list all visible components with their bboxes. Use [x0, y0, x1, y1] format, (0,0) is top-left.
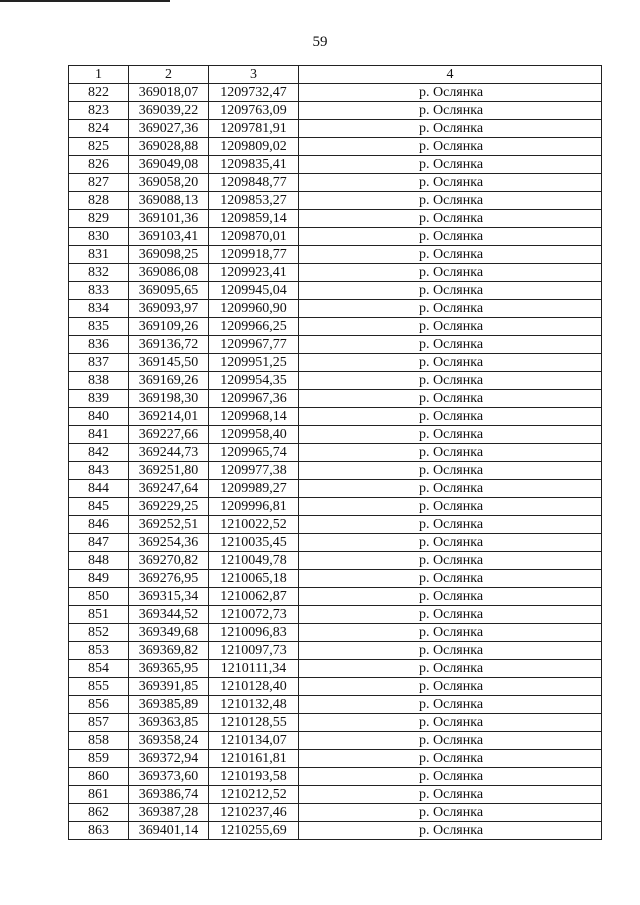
table-row: [69, 282, 602, 300]
coordinate-x-cell: 369349,68: [129, 624, 209, 642]
table-header: [69, 66, 602, 84]
coordinate-y-cell: 1209965,74: [209, 444, 299, 462]
point-number-cell: 846: [69, 516, 129, 534]
table-row: [69, 750, 602, 768]
object-name-cell: р. Ослянка: [299, 300, 602, 318]
coordinate-y-cell: 1210065,18: [209, 570, 299, 588]
point-number-cell: 857: [69, 714, 129, 732]
coordinate-y-cell: 1210161,81: [209, 750, 299, 768]
table-row: [69, 138, 602, 156]
coordinate-x-cell: 369401,14: [129, 822, 209, 840]
header-col-3: 3: [209, 66, 299, 84]
point-number-cell: 831: [69, 246, 129, 264]
point-number-cell: 830: [69, 228, 129, 246]
point-number-cell: 849: [69, 570, 129, 588]
object-name-cell: р. Ослянка: [299, 192, 602, 210]
coordinate-x-cell: 369098,25: [129, 246, 209, 264]
object-name-cell: р. Ослянка: [299, 462, 602, 480]
coordinate-x-cell: 369391,85: [129, 678, 209, 696]
coordinate-x-cell: 369018,07: [129, 84, 209, 102]
object-name-cell: р. Ослянка: [299, 264, 602, 282]
object-name-cell: р. Ослянка: [299, 822, 602, 840]
coordinate-x-cell: 369109,26: [129, 318, 209, 336]
table-row: [69, 588, 602, 606]
point-number-cell: 826: [69, 156, 129, 174]
coordinate-y-cell: 1209835,41: [209, 156, 299, 174]
coordinate-y-cell: 1209848,77: [209, 174, 299, 192]
coordinate-y-cell: 1209763,09: [209, 102, 299, 120]
coordinate-y-cell: 1210062,87: [209, 588, 299, 606]
object-name-cell: р. Ослянка: [299, 678, 602, 696]
point-number-cell: 863: [69, 822, 129, 840]
coordinate-y-cell: 1209918,77: [209, 246, 299, 264]
object-name-cell: р. Ослянка: [299, 228, 602, 246]
point-number-cell: 839: [69, 390, 129, 408]
object-name-cell: р. Ослянка: [299, 624, 602, 642]
object-name-cell: р. Ослянка: [299, 372, 602, 390]
coordinate-y-cell: 1209945,04: [209, 282, 299, 300]
point-number-cell: 838: [69, 372, 129, 390]
coordinate-x-cell: 369387,28: [129, 804, 209, 822]
table-row: [69, 642, 602, 660]
top-rule: [0, 0, 170, 2]
coordinate-y-cell: 1210072,73: [209, 606, 299, 624]
coordinate-y-cell: 1209967,36: [209, 390, 299, 408]
coordinate-x-cell: 369363,85: [129, 714, 209, 732]
point-number-cell: 825: [69, 138, 129, 156]
object-name-cell: р. Ослянка: [299, 84, 602, 102]
object-name-cell: р. Ослянка: [299, 498, 602, 516]
table-row: [69, 768, 602, 786]
object-name-cell: р. Ослянка: [299, 642, 602, 660]
table-row: [69, 192, 602, 210]
coordinate-x-cell: 369365,95: [129, 660, 209, 678]
table-row: [69, 660, 602, 678]
table-row: [69, 714, 602, 732]
object-name-cell: р. Ослянка: [299, 444, 602, 462]
table-row: [69, 120, 602, 138]
coordinate-x-cell: 369049,08: [129, 156, 209, 174]
point-number-cell: 837: [69, 354, 129, 372]
coordinate-x-cell: 369039,22: [129, 102, 209, 120]
header-row: [69, 66, 602, 84]
coordinate-y-cell: 1209958,40: [209, 426, 299, 444]
point-number-cell: 824: [69, 120, 129, 138]
coordinate-x-cell: 369169,26: [129, 372, 209, 390]
table-row: [69, 552, 602, 570]
coordinate-y-cell: 1209859,14: [209, 210, 299, 228]
coordinate-x-cell: 369229,25: [129, 498, 209, 516]
object-name-cell: р. Ослянка: [299, 570, 602, 588]
coordinate-y-cell: 1209989,27: [209, 480, 299, 498]
coordinate-x-cell: 369386,74: [129, 786, 209, 804]
table-row: [69, 246, 602, 264]
object-name-cell: р. Ослянка: [299, 246, 602, 264]
table-row: [69, 210, 602, 228]
table-row: [69, 264, 602, 282]
coordinate-y-cell: 1209870,01: [209, 228, 299, 246]
table-row: [69, 786, 602, 804]
table-row: [69, 444, 602, 462]
object-name-cell: р. Ослянка: [299, 318, 602, 336]
table-row: [69, 156, 602, 174]
table-row: [69, 318, 602, 336]
point-number-cell: 833: [69, 282, 129, 300]
coordinate-y-cell: 1209967,77: [209, 336, 299, 354]
coordinate-x-cell: 369373,60: [129, 768, 209, 786]
table-row: [69, 300, 602, 318]
coordinate-y-cell: 1209996,81: [209, 498, 299, 516]
point-number-cell: 856: [69, 696, 129, 714]
point-number-cell: 853: [69, 642, 129, 660]
object-name-cell: р. Ослянка: [299, 138, 602, 156]
point-number-cell: 848: [69, 552, 129, 570]
point-number-cell: 841: [69, 426, 129, 444]
coordinate-x-cell: 369344,52: [129, 606, 209, 624]
coordinate-x-cell: 369254,36: [129, 534, 209, 552]
coordinate-y-cell: 1210128,40: [209, 678, 299, 696]
coordinate-y-cell: 1209923,41: [209, 264, 299, 282]
coordinate-x-cell: 369198,30: [129, 390, 209, 408]
point-number-cell: 851: [69, 606, 129, 624]
point-number-cell: 844: [69, 480, 129, 498]
object-name-cell: р. Ослянка: [299, 102, 602, 120]
coordinate-y-cell: 1210128,55: [209, 714, 299, 732]
coordinate-y-cell: 1210193,58: [209, 768, 299, 786]
coordinate-x-cell: 369103,41: [129, 228, 209, 246]
table-row: [69, 354, 602, 372]
object-name-cell: р. Ослянка: [299, 426, 602, 444]
object-name-cell: р. Ослянка: [299, 660, 602, 678]
coordinate-x-cell: 369101,36: [129, 210, 209, 228]
coordinate-y-cell: 1209977,38: [209, 462, 299, 480]
object-name-cell: р. Ослянка: [299, 606, 602, 624]
point-number-cell: 842: [69, 444, 129, 462]
coordinate-y-cell: 1209781,91: [209, 120, 299, 138]
coordinate-x-cell: 369244,73: [129, 444, 209, 462]
object-name-cell: р. Ослянка: [299, 282, 602, 300]
point-number-cell: 860: [69, 768, 129, 786]
point-number-cell: 855: [69, 678, 129, 696]
point-number-cell: 852: [69, 624, 129, 642]
table-row: [69, 408, 602, 426]
coordinate-x-cell: 369093,97: [129, 300, 209, 318]
coordinate-x-cell: 369385,89: [129, 696, 209, 714]
header-col-2: 2: [129, 66, 209, 84]
point-number-cell: 858: [69, 732, 129, 750]
coordinate-y-cell: 1209809,02: [209, 138, 299, 156]
object-name-cell: р. Ослянка: [299, 516, 602, 534]
coordinates-table: [68, 65, 602, 840]
table-row: [69, 822, 602, 840]
coordinate-x-cell: 369227,66: [129, 426, 209, 444]
table-row: [69, 390, 602, 408]
table-row: [69, 102, 602, 120]
coordinate-y-cell: 1210097,73: [209, 642, 299, 660]
table-row: [69, 174, 602, 192]
coordinate-x-cell: 369214,01: [129, 408, 209, 426]
object-name-cell: р. Ослянка: [299, 696, 602, 714]
coordinate-y-cell: 1209954,35: [209, 372, 299, 390]
point-number-cell: 832: [69, 264, 129, 282]
table-row: [69, 570, 602, 588]
point-number-cell: 862: [69, 804, 129, 822]
table-row: [69, 462, 602, 480]
point-number-cell: 828: [69, 192, 129, 210]
coordinate-x-cell: 369028,88: [129, 138, 209, 156]
point-number-cell: 834: [69, 300, 129, 318]
point-number-cell: 843: [69, 462, 129, 480]
coordinate-x-cell: 369315,34: [129, 588, 209, 606]
object-name-cell: р. Ослянка: [299, 732, 602, 750]
coordinate-y-cell: 1209968,14: [209, 408, 299, 426]
table-row: [69, 516, 602, 534]
header-col-4: 4: [299, 66, 602, 84]
point-number-cell: 854: [69, 660, 129, 678]
table-row: [69, 624, 602, 642]
object-name-cell: р. Ослянка: [299, 408, 602, 426]
object-name-cell: р. Ослянка: [299, 390, 602, 408]
object-name-cell: р. Ослянка: [299, 336, 602, 354]
object-name-cell: р. Ослянка: [299, 714, 602, 732]
coordinate-y-cell: 1210237,46: [209, 804, 299, 822]
point-number-cell: 829: [69, 210, 129, 228]
point-number-cell: 822: [69, 84, 129, 102]
coordinate-y-cell: 1210049,78: [209, 552, 299, 570]
coordinate-y-cell: 1210111,34: [209, 660, 299, 678]
coordinate-y-cell: 1210212,52: [209, 786, 299, 804]
object-name-cell: р. Ослянка: [299, 120, 602, 138]
table-row: [69, 804, 602, 822]
table-row: [69, 606, 602, 624]
coordinate-x-cell: 369247,64: [129, 480, 209, 498]
table-row: [69, 498, 602, 516]
point-number-cell: 823: [69, 102, 129, 120]
coordinate-y-cell: 1209853,27: [209, 192, 299, 210]
table-row: [69, 480, 602, 498]
coordinate-y-cell: 1209966,25: [209, 318, 299, 336]
coordinate-y-cell: 1210035,45: [209, 534, 299, 552]
point-number-cell: 861: [69, 786, 129, 804]
point-number-cell: 836: [69, 336, 129, 354]
page-number: 59: [312, 34, 328, 50]
point-number-cell: 840: [69, 408, 129, 426]
point-number-cell: 827: [69, 174, 129, 192]
coordinate-y-cell: 1209960,90: [209, 300, 299, 318]
coordinate-x-cell: 369251,80: [129, 462, 209, 480]
point-number-cell: 850: [69, 588, 129, 606]
object-name-cell: р. Ослянка: [299, 156, 602, 174]
object-name-cell: р. Ослянка: [299, 174, 602, 192]
object-name-cell: р. Ослянка: [299, 588, 602, 606]
coordinate-x-cell: 369270,82: [129, 552, 209, 570]
object-name-cell: р. Ослянка: [299, 786, 602, 804]
point-number-cell: 847: [69, 534, 129, 552]
coordinate-y-cell: 1210132,48: [209, 696, 299, 714]
coordinate-x-cell: 369136,72: [129, 336, 209, 354]
table-row: [69, 426, 602, 444]
object-name-cell: р. Ослянка: [299, 354, 602, 372]
point-number-cell: 845: [69, 498, 129, 516]
coordinate-x-cell: 369145,50: [129, 354, 209, 372]
coordinate-x-cell: 369027,36: [129, 120, 209, 138]
coordinate-y-cell: 1209732,47: [209, 84, 299, 102]
coordinate-x-cell: 369095,65: [129, 282, 209, 300]
coordinate-x-cell: 369088,13: [129, 192, 209, 210]
object-name-cell: р. Ослянка: [299, 210, 602, 228]
table-row: [69, 696, 602, 714]
table-row: [69, 228, 602, 246]
point-number-cell: 835: [69, 318, 129, 336]
object-name-cell: р. Ослянка: [299, 480, 602, 498]
table-row: [69, 678, 602, 696]
object-name-cell: р. Ослянка: [299, 750, 602, 768]
coordinate-x-cell: 369086,08: [129, 264, 209, 282]
coordinate-y-cell: 1210096,83: [209, 624, 299, 642]
coordinate-x-cell: 369276,95: [129, 570, 209, 588]
header-col-1: 1: [69, 66, 129, 84]
coordinate-x-cell: 369369,82: [129, 642, 209, 660]
table-row: [69, 372, 602, 390]
coordinate-y-cell: 1210134,07: [209, 732, 299, 750]
coordinate-x-cell: 369058,20: [129, 174, 209, 192]
table-row: [69, 732, 602, 750]
coordinate-x-cell: 369358,24: [129, 732, 209, 750]
coordinate-y-cell: 1209951,25: [209, 354, 299, 372]
coordinate-y-cell: 1210255,69: [209, 822, 299, 840]
table-row: [69, 534, 602, 552]
object-name-cell: р. Ослянка: [299, 534, 602, 552]
point-number-cell: 859: [69, 750, 129, 768]
coordinate-y-cell: 1210022,52: [209, 516, 299, 534]
table-row: [69, 84, 602, 102]
table-row: [69, 336, 602, 354]
coordinate-x-cell: 369252,51: [129, 516, 209, 534]
object-name-cell: р. Ослянка: [299, 768, 602, 786]
coordinate-x-cell: 369372,94: [129, 750, 209, 768]
object-name-cell: р. Ослянка: [299, 804, 602, 822]
object-name-cell: р. Ослянка: [299, 552, 602, 570]
table-body: [69, 84, 602, 840]
